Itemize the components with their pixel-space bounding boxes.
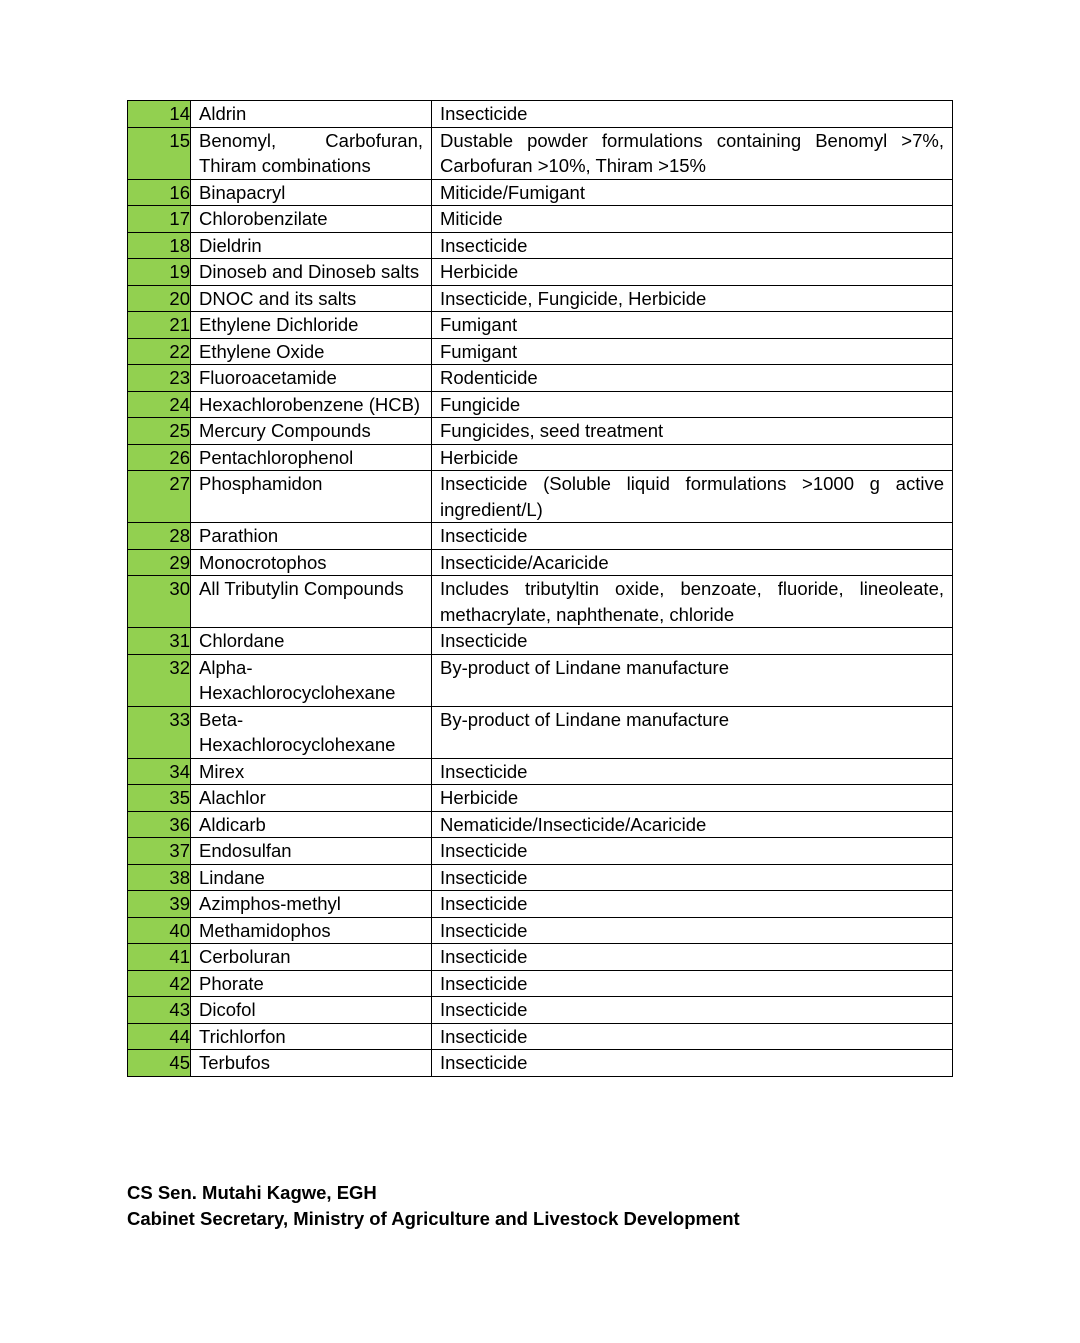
pesticide-name: Mirex [191, 758, 432, 785]
pesticide-use: Insecticide [432, 838, 953, 865]
row-number: 25 [128, 418, 191, 445]
pesticide-use: Insecticide [432, 970, 953, 997]
pesticide-name: Chlorobenzilate [191, 206, 432, 233]
pesticide-use: By-product of Lindane manufacture [432, 706, 953, 758]
table-row [128, 179, 953, 206]
pesticide-use: Insecticide [432, 891, 953, 918]
row-number: 23 [128, 365, 191, 392]
pesticide-use: Insecticide, Fungicide, Herbicide [432, 285, 953, 312]
pesticide-name: Chlordane [191, 628, 432, 655]
row-number: 22 [128, 338, 191, 365]
pesticide-name: Mercury Compounds [191, 418, 432, 445]
pesticide-use: Miticide [432, 206, 953, 233]
row-number: 39 [128, 891, 191, 918]
pesticide-name: Dieldrin [191, 232, 432, 259]
row-number: 21 [128, 312, 191, 339]
pesticide-use: Herbicide [432, 444, 953, 471]
signature-block [127, 1180, 740, 1232]
row-number: 30 [128, 576, 191, 628]
pesticide-name: All Tributylin Compounds [191, 576, 432, 628]
pesticide-name: Ethylene Dichloride [191, 312, 432, 339]
pesticide-use: Fungicides, seed treatment [432, 418, 953, 445]
row-number: 37 [128, 838, 191, 865]
row-number: 24 [128, 391, 191, 418]
table-row [128, 706, 953, 758]
table-row [128, 997, 953, 1024]
pesticide-use: Insecticide [432, 232, 953, 259]
pesticide-use: Insecticide (Soluble liquid formulations >1000 g active ingredient/L) [432, 471, 953, 523]
pesticide-name: Azimphos-methyl [191, 891, 432, 918]
row-number: 42 [128, 970, 191, 997]
pesticide-name: Alachlor [191, 785, 432, 812]
pesticide-use: Insecticide [432, 917, 953, 944]
row-number: 33 [128, 706, 191, 758]
table-row [128, 758, 953, 785]
table-row [128, 127, 953, 179]
table-row [128, 838, 953, 865]
pesticide-use: By-product of Lindane manufacture [432, 654, 953, 706]
pesticide-use: Miticide/Fumigant [432, 179, 953, 206]
pesticide-use: Dustable powder formulations containing Benomyl >7%, Carbofuran >10%, Thiram >15% [432, 127, 953, 179]
table-row [128, 391, 953, 418]
row-number: 44 [128, 1023, 191, 1050]
row-number: 19 [128, 259, 191, 286]
signatory-name: CS Sen. Mutahi Kagwe, EGH [127, 1182, 377, 1203]
pesticide-name: Phorate [191, 970, 432, 997]
pesticide-use: Insecticide/Acaricide [432, 549, 953, 576]
row-number: 45 [128, 1050, 191, 1077]
table-row [128, 970, 953, 997]
table-row [128, 811, 953, 838]
table-row [128, 917, 953, 944]
pesticide-name: Dinoseb and Dinoseb salts [191, 259, 432, 286]
pesticide-use: Herbicide [432, 259, 953, 286]
table-row [128, 365, 953, 392]
row-number: 32 [128, 654, 191, 706]
pesticide-use: Fumigant [432, 338, 953, 365]
table-row [128, 312, 953, 339]
pesticide-name: Benomyl, Carbofuran, Thiram combinations [191, 127, 432, 179]
pesticide-name: Lindane [191, 864, 432, 891]
row-number: 34 [128, 758, 191, 785]
pesticide-use: Rodenticide [432, 365, 953, 392]
row-number: 20 [128, 285, 191, 312]
row-number: 14 [128, 101, 191, 128]
table-row [128, 259, 953, 286]
table-row [128, 523, 953, 550]
pesticide-use: Insecticide [432, 523, 953, 550]
pesticide-name: Parathion [191, 523, 432, 550]
signatory-title: Cabinet Secretary, Ministry of Agriculture and Livestock Development [127, 1208, 740, 1229]
row-number: 40 [128, 917, 191, 944]
pesticide-use: Insecticide [432, 864, 953, 891]
row-number: 38 [128, 864, 191, 891]
pesticide-name: DNOC and its salts [191, 285, 432, 312]
banned-pesticides-table [127, 100, 953, 1077]
row-number: 31 [128, 628, 191, 655]
table-row [128, 654, 953, 706]
table-row [128, 628, 953, 655]
table-row [128, 891, 953, 918]
table-row [128, 944, 953, 971]
pesticide-name: Pentachlorophenol [191, 444, 432, 471]
pesticide-name: Alpha-Hexachlorocyclohexane [191, 654, 432, 706]
table-body [128, 101, 953, 1077]
row-number: 16 [128, 179, 191, 206]
row-number: 17 [128, 206, 191, 233]
pesticide-name: Endosulfan [191, 838, 432, 865]
table-row [128, 444, 953, 471]
table-row [128, 285, 953, 312]
pesticide-use: Insecticide [432, 997, 953, 1024]
table-row [128, 206, 953, 233]
pesticide-name: Hexachlorobenzene (HCB) [191, 391, 432, 418]
pesticide-use: Fungicide [432, 391, 953, 418]
pesticide-name: Ethylene Oxide [191, 338, 432, 365]
pesticide-name: Aldicarb [191, 811, 432, 838]
table-row [128, 1050, 953, 1077]
pesticide-name: Dicofol [191, 997, 432, 1024]
pesticide-use: Insecticide [432, 944, 953, 971]
pesticide-name: Binapacryl [191, 179, 432, 206]
table-row [128, 549, 953, 576]
pesticide-use: Nematicide/Insecticide/Acaricide [432, 811, 953, 838]
row-number: 28 [128, 523, 191, 550]
pesticide-name: Monocrotophos [191, 549, 432, 576]
pesticide-name: Aldrin [191, 101, 432, 128]
table-row [128, 785, 953, 812]
table-row [128, 1023, 953, 1050]
pesticide-name: Terbufos [191, 1050, 432, 1077]
pesticide-name: Cerboluran [191, 944, 432, 971]
pesticide-use: Insecticide [432, 628, 953, 655]
table-row [128, 864, 953, 891]
row-number: 41 [128, 944, 191, 971]
table-row [128, 471, 953, 523]
pesticide-use: Fumigant [432, 312, 953, 339]
row-number: 26 [128, 444, 191, 471]
row-number: 27 [128, 471, 191, 523]
pesticide-use: Insecticide [432, 1023, 953, 1050]
table-row [128, 576, 953, 628]
pesticide-name: Methamidophos [191, 917, 432, 944]
pesticide-use: Insecticide [432, 1050, 953, 1077]
table-row [128, 101, 953, 128]
table-row [128, 338, 953, 365]
pesticide-use: Includes tributyltin oxide, benzoate, fluoride, lineoleate, methacrylate, naphthenate, chloride [432, 576, 953, 628]
row-number: 35 [128, 785, 191, 812]
table-row [128, 232, 953, 259]
row-number: 36 [128, 811, 191, 838]
pesticide-name: Beta-Hexachlorocyclohexane [191, 706, 432, 758]
row-number: 29 [128, 549, 191, 576]
pesticide-name: Phosphamidon [191, 471, 432, 523]
pesticide-name: Trichlorfon [191, 1023, 432, 1050]
pesticide-name: Fluoroacetamide [191, 365, 432, 392]
pesticide-use: Insecticide [432, 101, 953, 128]
row-number: 15 [128, 127, 191, 179]
pesticide-use: Herbicide [432, 785, 953, 812]
row-number: 43 [128, 997, 191, 1024]
table-row [128, 418, 953, 445]
pesticide-use: Insecticide [432, 758, 953, 785]
row-number: 18 [128, 232, 191, 259]
